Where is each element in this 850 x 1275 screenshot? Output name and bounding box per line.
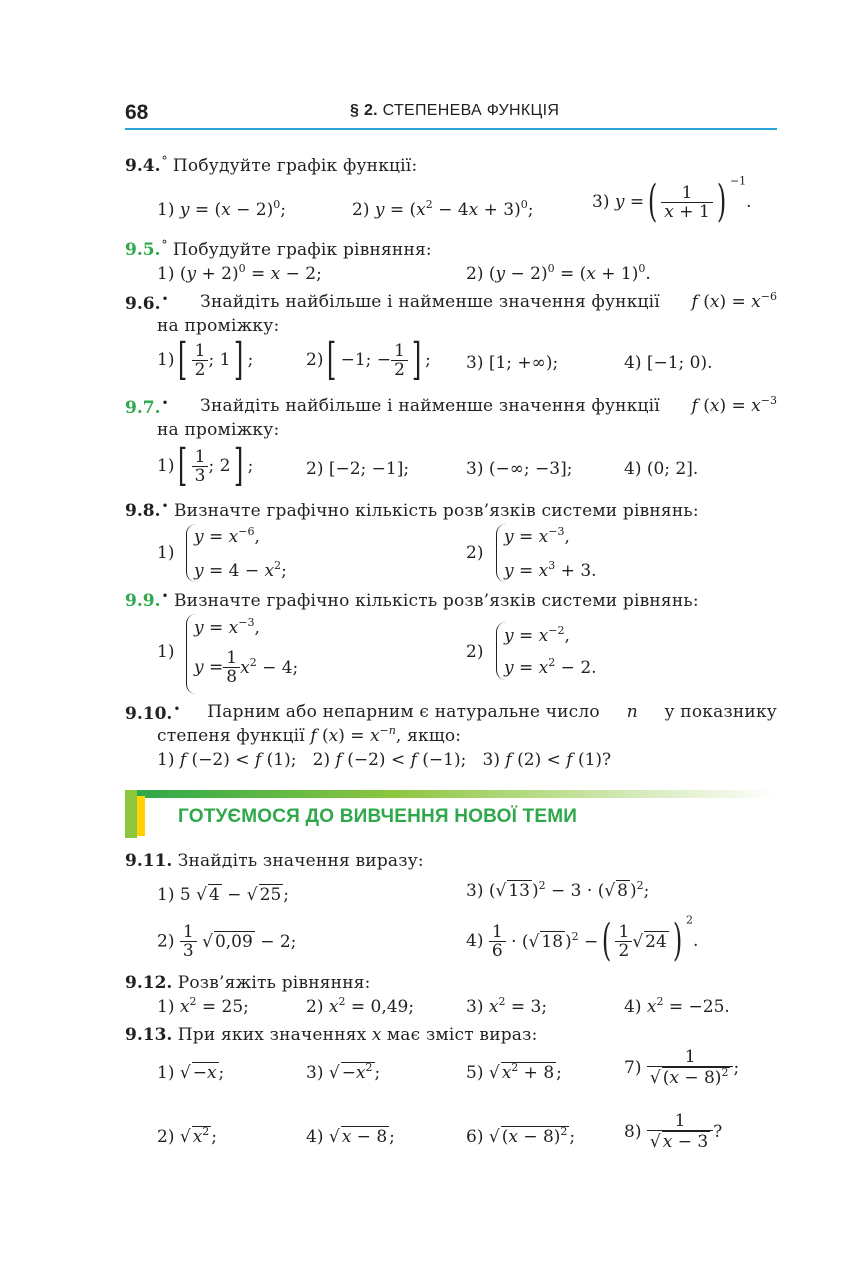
exercise-9-5-heading: 9.5.° Побудуйте графік рівняння: <box>125 238 432 260</box>
exercise-9-6-item-3: 3) [1; +∞); <box>466 353 559 373</box>
exercise-9-8-item-1-eq2: $y = 4 - x^2$; <box>194 559 287 581</box>
exercise-9-6-item-2: 2)[ −1; − $\frac{1}{2}$ ] ; <box>306 334 431 385</box>
exercise-9-4-item-1: 1) $y = (x - 2)^0$; <box>157 198 286 220</box>
exercise-9-9-item-2-label: 2) <box>466 642 484 662</box>
exercise-9-12-item-3: 3) $x^2 = 3$; <box>466 995 548 1017</box>
exercise-9-13-item-4: 4) √ x − 8 ; <box>306 1127 395 1147</box>
exercise-9-7-continuation: на проміжку: <box>157 420 280 440</box>
section-mark: § 2. <box>350 102 378 119</box>
exercise-9-8-item-1-eq1: $y = x^{-6}$, <box>194 525 260 547</box>
exercise-9-9-heading: 9.9.• Визначте графічно кількість розв’язків системи рівнянь: <box>125 589 699 611</box>
exercise-9-9-item-2-eq2: $y = x^2 - 2$. <box>504 656 597 678</box>
page-number: 68 <box>125 101 149 124</box>
exercise-9-12-item-1: 1) $x^2 = 25$; <box>157 995 249 1017</box>
exercise-9-7-item-2: 2) [−2; −1]; <box>306 459 410 479</box>
exercise-9-11-item-1: 1) 5 √ 4 − √ 25 ; <box>157 885 289 905</box>
exercise-9-8-heading: 9.8.• Визначте графічно кількість розв’язків системи рівнянь: <box>125 499 699 521</box>
exercise-9-13-item-8: 8) $\frac{1}{√ x - 3}$ ? <box>624 1111 723 1152</box>
exercise-9-9-item-1-label: 1) <box>157 642 175 662</box>
exercise-9-9-item-2-eq1: $y = x^{-2}$, <box>504 624 570 646</box>
exercise-9-13-item-2: 2) √ $x^2$ ; <box>157 1125 218 1147</box>
exercise-9-7-item-4: 4) (0; 2]. <box>624 459 699 479</box>
exercise-9-8-item-1-label: 1) <box>157 543 175 563</box>
exercise-9-11-heading: 9.11. Знайдіть значення виразу: <box>125 851 424 871</box>
banner-title: ГОТУЄМОСЯ ДО ВИВЧЕННЯ НОВОЇ ТЕМИ <box>178 806 578 827</box>
section-banner <box>120 790 780 838</box>
exercise-9-8-item-2-eq2: $y = x^3 + 3$. <box>504 559 597 581</box>
exercise-9-13-item-1: 1) √ −x ; <box>157 1063 225 1083</box>
exercise-9-4-item-2: 2) $y = (x^2 - 4x + 3)^0$; <box>352 198 534 220</box>
exercise-9-13-item-3: 3) √ $-x^2$ ; <box>306 1061 381 1083</box>
section-title: СТЕПЕНЕВА ФУНКЦІЯ <box>382 102 560 119</box>
header-rule <box>125 128 777 130</box>
exercise-9-5-item-2: 2) $(y - 2)^0 = (x + 1)^0$. <box>466 262 651 284</box>
exercise-9-12-heading: 9.12. Розв’яжіть рівняння: <box>125 973 371 993</box>
banner-gradient-stripe <box>137 790 777 798</box>
exercise-9-9-item-1-eq2: y = $\frac{1}{8}$ $x^2 - 4$; <box>194 648 299 687</box>
exercise-9-6-continuation: на проміжку: <box>157 316 280 336</box>
exercise-9-7-heading: 9.7.• Знайдіть найбільше і найменше значення функції f $(x) = x^{-3}$ <box>125 394 777 418</box>
exercise-9-10-continuation: степеня функції f $(x) = x^{-n}$, якщо: <box>157 724 462 746</box>
exercise-9-8-item-2-eq1: $y = x^{-3}$, <box>504 525 570 547</box>
exercise-9-8-item-2-label: 2) <box>466 543 484 563</box>
banner-green-bar <box>125 790 137 838</box>
banner-yellow-bar <box>137 796 145 836</box>
exercise-9-6-item-1: 1)[ $\frac{1}{2}$ ; 1] ; <box>157 334 254 385</box>
exercise-9-12-item-2: 2) $x^2 = 0,49$; <box>306 995 415 1017</box>
exercise-9-9-item-1-eq1: $y = x^{-3}$, <box>194 616 260 638</box>
exercise-9-13-item-7: 7) $\frac{1}{√ (x - 8)^2}$ ; <box>624 1047 740 1088</box>
exercise-9-13-item-6: 6) √ $(x - 8)^2$ ; <box>466 1125 576 1147</box>
exercise-9-6-heading: 9.6.• Знайдіть найбільше і найменше значення функції f $(x) = x^{-6}$ <box>125 290 777 314</box>
exercise-9-7-item-3: 3) (−∞; −3]; <box>466 459 573 479</box>
exercise-9-4-item-3: 3) y =( $\frac{1}{x + 1}$ ) $^{-1}$. <box>592 174 752 227</box>
exercise-9-5-item-1: 1) $(y + 2)^0 = x - 2$; <box>157 262 322 284</box>
exercise-9-6-item-4: 4) [−1; 0). <box>624 353 713 373</box>
exercise-9-12-item-4: 4) $x^2 = -25$. <box>624 995 730 1017</box>
running-header <box>350 102 559 120</box>
exercise-9-10-heading: 9.10.• Парним або непарним є натуральне число n у показнику <box>125 702 777 724</box>
exercise-9-11-item-4: 4) $\frac{1}{6}$ · (√ 18 )$^2$ −( $\frac{1}{2}$ √ 24 ) $^2$. <box>466 913 699 966</box>
exercise-9-11-item-3: 3) (√ 13 )$^2$ − 3 · (√ 8 )$^2$; <box>466 879 650 901</box>
exercise-9-4-heading: 9.4.° Побудуйте графік функції: <box>125 154 418 176</box>
exercise-9-10-items: 1) f (−2) < f (1); 2) f (−2) < f (−1); 3) f (2) < f (1)? <box>157 750 612 770</box>
exercise-9-11-item-2: 2) $\frac{1}{3}$ √ 0,09 − 2; <box>157 922 297 961</box>
exercise-9-13-heading: 9.13. При яких значеннях x має зміст вираз: <box>125 1025 538 1045</box>
exercise-9-13-item-5: 5) √ $x^2 + 8$ ; <box>466 1061 562 1083</box>
exercise-9-7-item-1: 1)[ $\frac{1}{3}$ ; 2] ; <box>157 440 254 491</box>
